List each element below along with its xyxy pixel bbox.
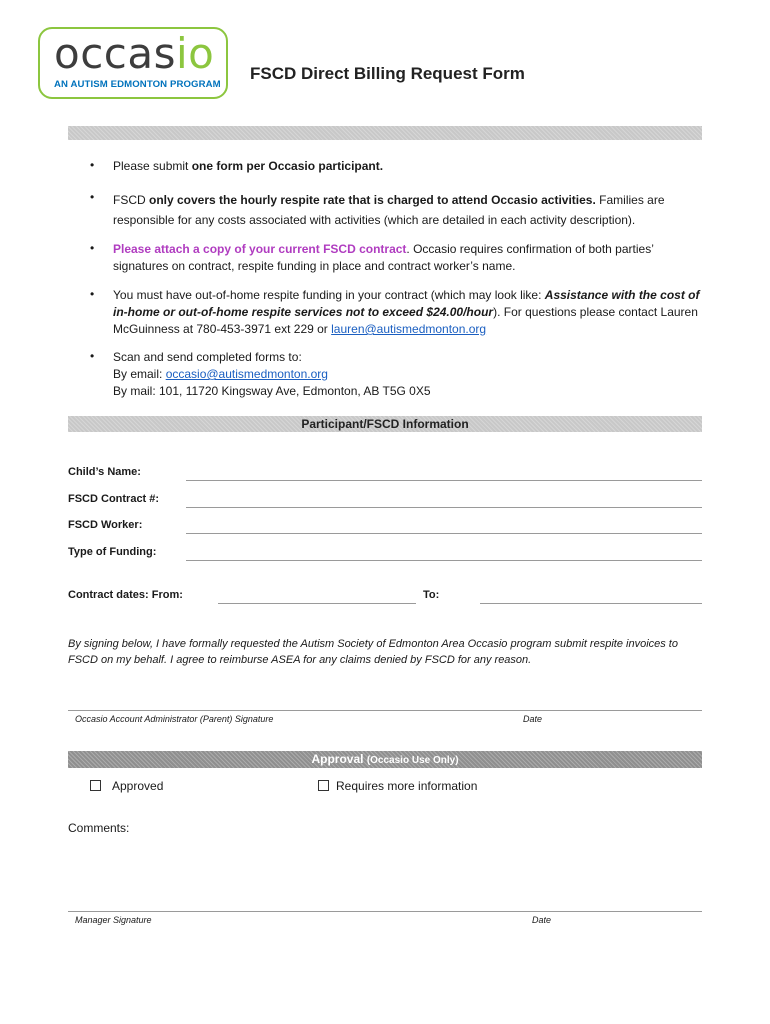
occasio-email-link[interactable]: occasio@autismedmonton.org [165, 367, 328, 381]
b1-pre: Please submit [113, 159, 192, 173]
logo-subtitle: AN AUTISM EDMONTON PROGRAM [54, 79, 221, 90]
bullet-4-glyph: • [90, 287, 95, 301]
parent-signature-line[interactable] [68, 710, 702, 711]
contract-to-field[interactable] [480, 603, 702, 604]
bullet-3-text [113, 241, 703, 275]
manager-signature-label: Manager Signature [75, 915, 152, 925]
logo-wordmark [54, 31, 214, 77]
b4-mid: ). For questions please contact Lauren McGuinness at 780-453-3971 ext 229 or [113, 305, 698, 336]
comments-label: Comments: [68, 821, 130, 835]
contract-to-label: To: [423, 589, 440, 601]
parent-signature-label: Occasio Account Administrator (Parent) Signature [75, 714, 274, 724]
b2-bold: only covers the hourly respite rate that is charged to attend Occasio activities. [149, 193, 596, 207]
b5-email-line [113, 366, 703, 383]
bullet-1-text [113, 158, 703, 175]
requires-info-label: Requires more information [336, 779, 478, 793]
child-name-label: Child’s Name: [68, 466, 141, 478]
fscd-worker-label: FSCD Worker: [68, 519, 143, 531]
b2-pre: FSCD [113, 193, 149, 207]
bullet-1-glyph: • [90, 158, 95, 172]
b4-pre: You must have out-of-home respite funding in your contract (which may look like: [113, 288, 545, 302]
child-name-field[interactable] [186, 480, 702, 481]
b3-post: . Occasio requires confirmation of both parties’ signatures on contract, respite funding in place and contract worker’s name. [113, 242, 654, 273]
contract-from-label: Contract dates: From: [68, 589, 183, 601]
logo-word-main: occas [54, 29, 176, 78]
top-divider-bar [68, 126, 702, 140]
approval-section-bar [68, 751, 702, 768]
b4-bold-italic: Assistance with the cost of in-home or out-of-home respite services not to exceed $24.00/hour [113, 288, 700, 319]
approval-heading [68, 751, 702, 769]
lauren-email-link[interactable]: lauren@autismedmonton.org [331, 322, 487, 336]
contract-number-label: FSCD Contract #: [68, 493, 160, 505]
approval-heading-small: (Occasio Use Only) [366, 755, 459, 766]
bullet-2-glyph: • [90, 190, 95, 204]
contract-number-field[interactable] [186, 507, 702, 508]
approval-heading-main: Approval [311, 752, 364, 766]
manager-date-label: Date [532, 915, 552, 925]
participant-section-bar [68, 416, 702, 432]
bullet-4-text [113, 287, 703, 338]
requires-info-checkbox[interactable] [318, 780, 329, 791]
bullet-5-text [113, 349, 703, 400]
logo-word-accent: io [176, 29, 215, 78]
form-title: FSCD Direct Billing Request Form [250, 64, 525, 83]
b2-post: Families are responsible for any costs associated with activities (which are detailed in each activity description). [113, 193, 665, 227]
b3-purple: Please attach a copy of your current FSCD contract [113, 242, 407, 256]
participant-section-heading: Participant/FSCD Information [301, 417, 469, 431]
bullet-2-text [113, 190, 703, 230]
approved-label: Approved [112, 779, 164, 793]
b1-bold: one form per Occasio participant. [191, 159, 384, 173]
fscd-worker-field[interactable] [186, 533, 702, 534]
b5-mail-line: By mail: 101, 11720 Kingsway Ave, Edmonton, AB T5G 0X5 [113, 384, 431, 398]
b5-email-label: By email: [113, 367, 166, 381]
contract-from-field[interactable] [218, 603, 416, 604]
approved-checkbox[interactable] [90, 780, 101, 791]
funding-type-field[interactable] [186, 560, 702, 561]
occasio-logo [38, 27, 228, 99]
declaration-text: By signing below, I have formally requested the Autism Society of Edmonton Area Occasio program submit respite invoices to FSCD on my behalf. I agree to reimburse ASEA for any claims denied by FSCD for any reason. [68, 638, 678, 666]
manager-signature-line[interactable] [68, 911, 702, 912]
funding-type-label: Type of Funding: [68, 546, 157, 558]
parent-date-label: Date [523, 714, 543, 724]
b5-line1: Scan and send completed forms to: [113, 350, 302, 364]
bullet-5-glyph: • [90, 349, 95, 363]
bullet-3-glyph: • [90, 241, 95, 255]
